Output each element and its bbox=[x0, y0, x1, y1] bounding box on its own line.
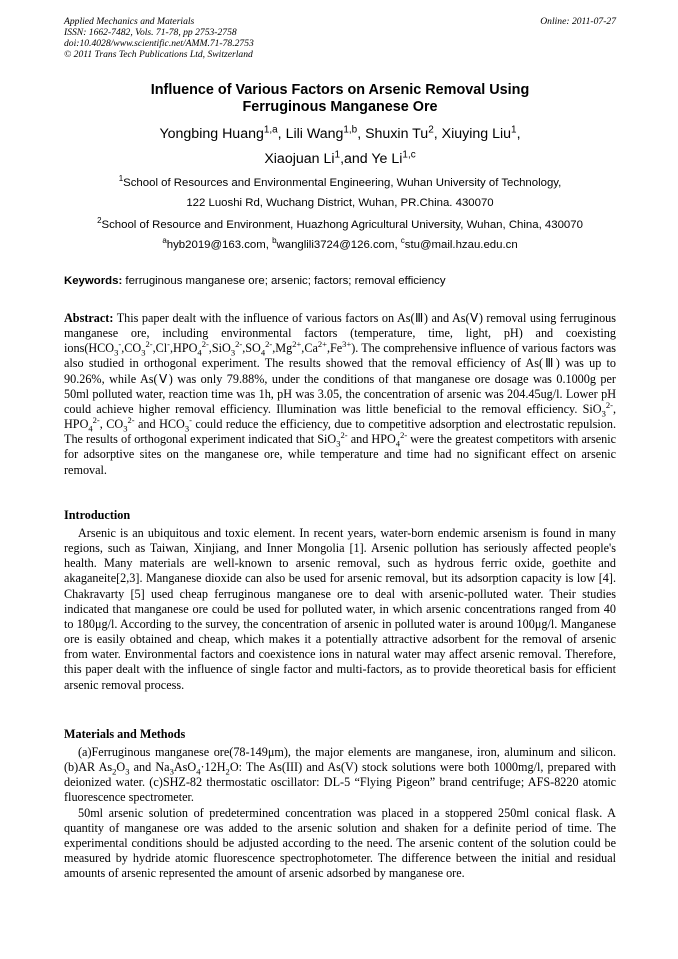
email-mark: c bbox=[400, 236, 405, 246]
author-affil-mark: 1 bbox=[511, 124, 517, 136]
keywords bbox=[64, 274, 616, 288]
affiliation-2 bbox=[64, 218, 616, 232]
email-address: wanglili3724@126.com, bbox=[276, 239, 401, 251]
email-mark: b bbox=[272, 236, 277, 246]
author-name: Yongbing Huang bbox=[159, 126, 264, 142]
author-affil-mark: 1,b bbox=[343, 124, 358, 136]
abstract-label: Abstract: bbox=[64, 311, 114, 325]
journal-copyright: © 2011 Trans Tech Publications Ltd, Switzerland bbox=[64, 49, 253, 60]
author-name: Xiuying Liu bbox=[441, 126, 512, 142]
paragraph: 50ml arsenic solution of predetermined concentration was placed in a stoppered 250ml conical flask. A quantity of manganese ore was added to the arsenic solution and shaken for a definite period of time. The experimental conditions should be adjusted according to the need. The arsenic content of the solution could be measured by hydride atomic fluorescence spectrophotometer. The difference between the initial and residual amounts of arsenic represented the amount of arsenic adsorbed by manganese ore. bbox=[64, 805, 616, 881]
email-line bbox=[64, 238, 616, 252]
author-affil-mark: 1,c bbox=[402, 149, 416, 161]
abstract: Abstract: This paper dealt with the influence of various factors on As(Ⅲ) and As(Ⅴ) removal using ferruginous manganese ore, including environmental factors (temperature, time, light, pH) and coexisting $ions(HCO_3^-,CO_3^{2-},Cl^-,HPO_4^{2-},SiO_3^{2-},SO_4^{2-},Mg^{2+},Ca^{2+},Fe^{3+})$. The comprehensive influence of various factors was also studied in orthogonal experiment. The results showed that the removal efficiency of As(Ⅲ) was up to 90.26%, while As(Ⅴ) was only 79.88%, under the conditions of that manganese ore dosage was 0.1000g per 50ml polluted water, reaction time was 1h, pH was 3.05, the concentration of arsenic was 204.45ug/l. Lower pH could achieve higher removal efficiency. Illumination was little beneficial to the removal efficiency. SiO$_3^{2-}$, $HPO_4^{2-}$, $CO_3^{2-}$ and $HCO_3^-$ could reduce the efficiency, due to competitive adsorption and electrostatic repulsion. The results of orthogonal experiment indicated that SiO$_3^{2-}$ and $HPO_4^{2-}$ were the greatest competitors with arsenic for adsorptive sites on the manganese ore, while temperature and time had no significant effect on arsenic removal. bbox=[64, 311, 617, 477]
keywords-text: ferruginous manganese ore; arsenic; factors; removal efficiency bbox=[122, 275, 446, 287]
author-name: Ye Li bbox=[371, 151, 403, 167]
author-line-2 bbox=[64, 147, 616, 172]
online-date: Online: 2011-07-27 bbox=[540, 16, 616, 27]
paragraph: Arsenic is an ubiquitous and toxic element. In recent years, water-born endemic arsenism is found in many regions, such as Taiwan, Xinjiang, and Inner Mongolia [1]. Arsenic pollution has seriously affected people's health. Many materials are well-known to arsenic removal, such as hydrous ferric oxide, goethite and akaganeite[2,3]. Manganese dioxide can also be used for arsenic removal, but its adsorption capacity is low [4]. Chakravarty [5] used cheap ferruginous manganese ore to deal with arsenic-polluted water. Their studies indicated that manganese ore could be used for polluted water, in which arsenic concentrations ranged from 40 to 180μg/l. According to the survey, the concentration of arsenic in polluted water is around 100μg/l. Manganese ore is easily obtained and cheap, which makes it a potentially attractive adsorbent for the removal of arsenic from water. Environmental factors and coexistence ions in natural water may affect arsenic removal. Therefore, this paper dealt with the influence of single factor and multi-factors, as to provide theoretical basis for efficient arsenic removal process. bbox=[64, 526, 616, 692]
affil-text-line-2: 122 Luoshi Rd, Wuchang District, Wuhan, PR.China. 430070 bbox=[186, 197, 494, 209]
affil-text: School of Resource and Environment, Huazhong Agricultural University, Wuhan, China, 430070 bbox=[101, 219, 583, 231]
author-affil-mark: 1 bbox=[334, 149, 341, 161]
journal-doi: doi:10.4028/www.scientific.net/AMM.71-78.2753 bbox=[64, 38, 254, 49]
author-line-1: Yongbing Huang$^{1,a}$, Lili Wang$^{1,b}$, Shuxin Tu$^2$, Xiuying Liu$^1$, bbox=[159, 124, 521, 142]
section-heading: Materials and Methods bbox=[64, 727, 186, 741]
author-name: Lili Wang bbox=[285, 126, 344, 142]
author-list bbox=[64, 122, 616, 172]
email-address: stu@mail.hzau.edu.cn bbox=[404, 239, 518, 251]
affil-text: School of Resources and Environmental Engineering, Wuhan University of Technology, bbox=[123, 177, 562, 189]
author-affil-mark: 1,a bbox=[263, 124, 278, 136]
author-conjunction: ,and bbox=[340, 151, 372, 167]
affil-mark: 1 bbox=[118, 174, 124, 184]
section-heading: Introduction bbox=[64, 508, 131, 522]
methods-section bbox=[64, 727, 616, 881]
journal-name: Applied Mechanics and Materials bbox=[64, 16, 195, 27]
affil-mark: 2 bbox=[97, 216, 102, 226]
paper-title bbox=[64, 82, 616, 116]
author-affil-mark: 2 bbox=[428, 124, 434, 136]
keywords-label: Keywords: bbox=[64, 275, 123, 287]
affiliation-1 bbox=[64, 176, 616, 210]
email-address: hyb2019@163.com, bbox=[166, 239, 273, 251]
author-name: Shuxin Tu bbox=[365, 126, 429, 142]
introduction-section bbox=[64, 508, 616, 693]
title-line-1: Influence of Various Factors on Arsenic Removal Using bbox=[150, 82, 530, 98]
author-name: Xiaojuan Li bbox=[264, 151, 335, 167]
journal-issn: ISSN: 1662-7482, Vols. 71-78, pp 2753-2758 bbox=[64, 27, 237, 38]
title-line-2: Ferruginous Manganese Ore bbox=[242, 99, 438, 115]
paragraph: (a)Ferruginous manganese ore(78-149μm), the major elements are manganese, iron, aluminum and silicon. (b)AR $As_2O_3$ and $Na_3AsO_4\cdot 12H_2O$: The As(III) and As(V) stock solutions were both 1000mg/l, prepared with deionized water. (c)SHZ-82 thermostatic oscillator: DL-5 “Flying Pigeon” brand centrifuge; AFS-8220 atomic fluorescence spectrometer. bbox=[64, 745, 616, 805]
journal-header bbox=[64, 16, 616, 60]
email-mark: a bbox=[162, 236, 167, 246]
